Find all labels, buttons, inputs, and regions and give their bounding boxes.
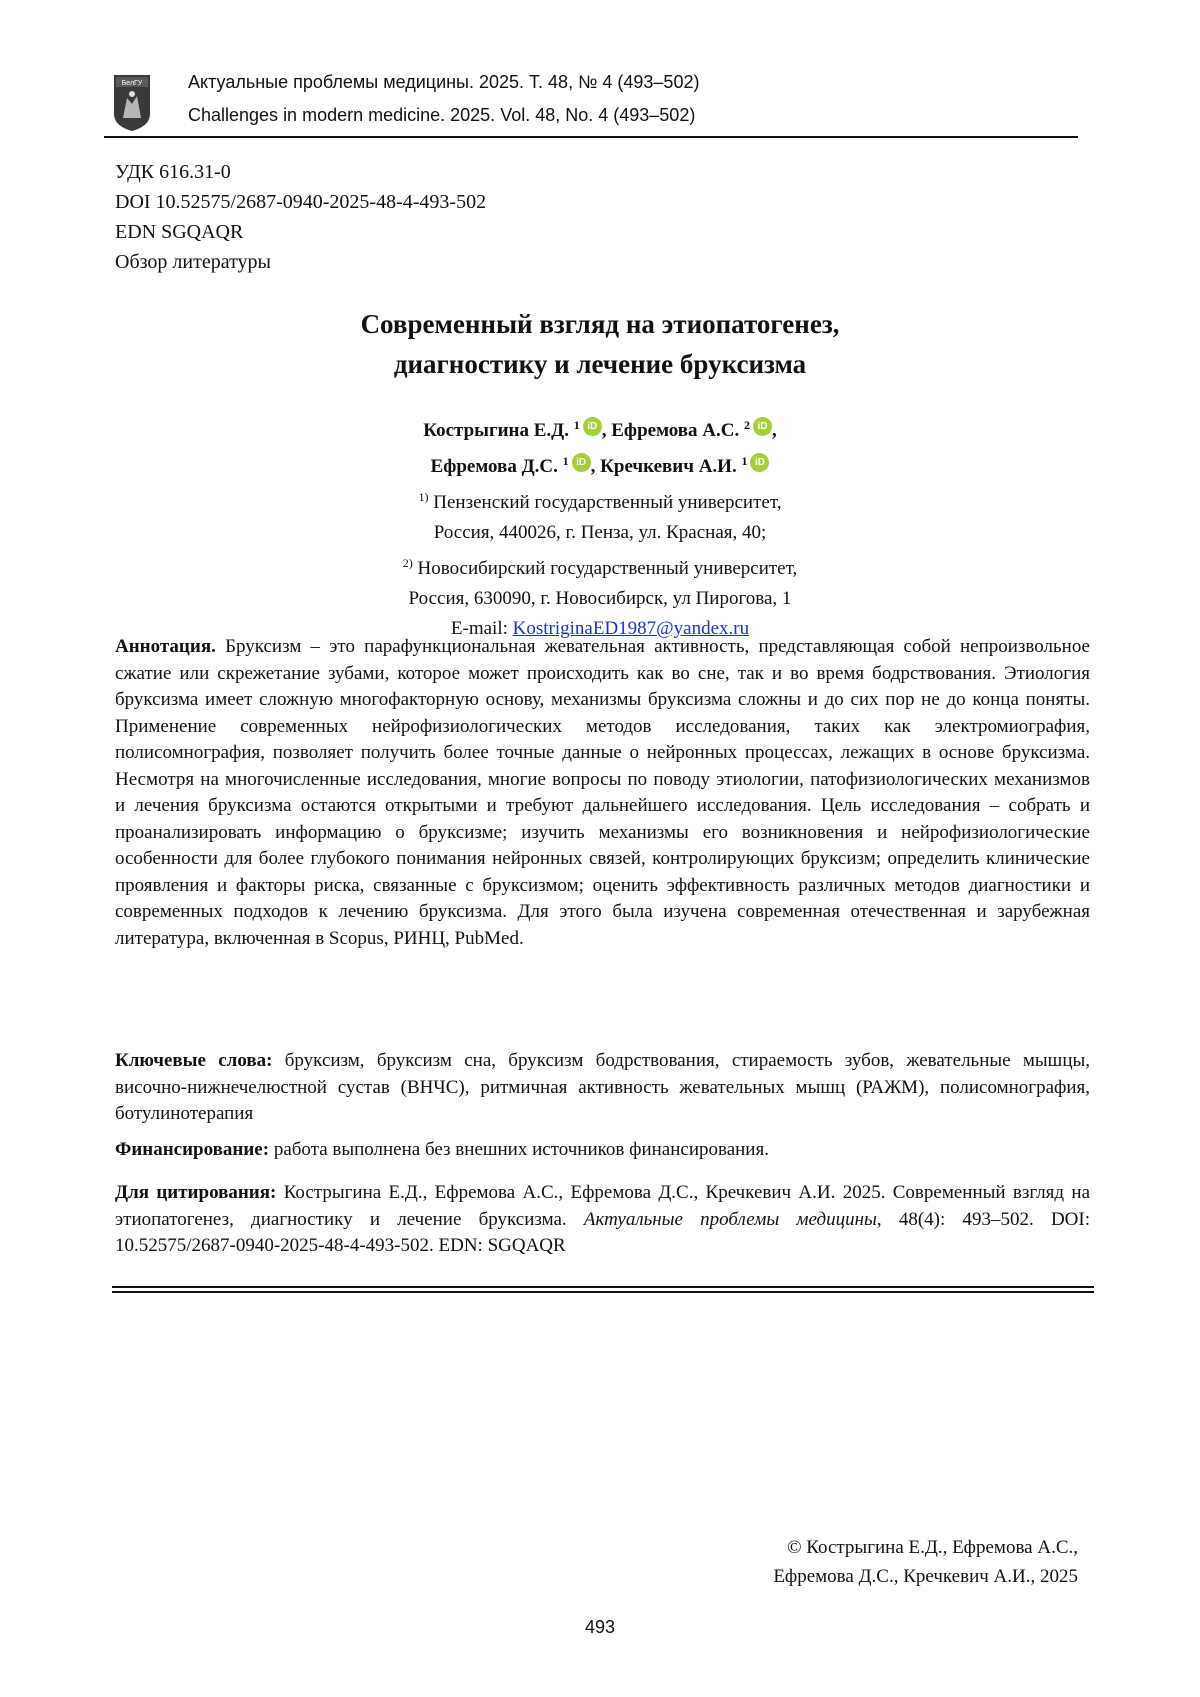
university-logo — [113, 74, 151, 132]
author-2-affiliation: 2 — [744, 418, 750, 432]
journal-title-ru: Актуальные проблемы медицины. 2025. Т. 48, № 4 (493–502) — [188, 72, 700, 92]
section-divider-bottom — [112, 1291, 1094, 1293]
header-divider — [104, 136, 1078, 138]
funding-label: Финансирование: — [115, 1139, 270, 1160]
citation-journal: Актуальные проблемы медицины — [583, 1208, 877, 1230]
orcid-icon[interactable]: iD — [750, 453, 769, 472]
author-3-affiliation: 1 — [562, 454, 569, 468]
affiliation-1-address: Россия, 440026, г. Пенза, ул. Красная, 40; — [433, 522, 767, 543]
email-label: E-mail: — [450, 618, 508, 639]
authors-line-2 — [100, 446, 1100, 482]
udk: УДК 616.31-0 — [115, 161, 231, 183]
affiliation-2-line-1 — [100, 548, 1100, 584]
affiliation-1-marker: 1) — [418, 490, 429, 504]
section-divider-top — [112, 1286, 1094, 1288]
author-3: Ефремова Д.С. — [430, 456, 558, 477]
author-4: Кречкевич А.И. — [600, 456, 737, 477]
keywords — [115, 1048, 1090, 1128]
copyright-line-1: © Кострыгина Е.Д., Ефремова А.С., — [787, 1537, 1078, 1558]
author-1-affiliation: 1 — [573, 418, 580, 432]
author-separator: , — [772, 420, 777, 441]
affiliation-2-marker: 2) — [402, 556, 413, 570]
abstract — [115, 634, 1090, 952]
article-type: Обзор литературы — [115, 251, 271, 273]
copyright-line-2: Ефремова Д.С., Кречкевич А.И., 2025 — [773, 1566, 1078, 1587]
citation — [115, 1180, 1090, 1260]
author-1: Кострыгина Е.Д. — [423, 420, 569, 441]
keywords-label: Ключевые слова: — [115, 1050, 273, 1071]
affiliation-1-name: Пензенский государственный университет, — [433, 492, 782, 513]
abstract-label: Аннотация. — [115, 636, 216, 657]
authors-line-1 — [100, 410, 1100, 446]
authors-block — [100, 410, 1100, 644]
orcid-icon[interactable]: iD — [572, 453, 591, 472]
title-line-2: диагностику и лечение бруксизма — [393, 349, 807, 379]
author-4-affiliation: 1 — [741, 454, 748, 468]
logo-text: БелГУ — [121, 80, 143, 87]
email-link[interactable]: KostriginaED1987@yandex.ru — [512, 618, 750, 639]
journal-title-en: Challenges in modern medicine. 2025. Vol. 48, No. 4 (493–502) — [188, 105, 696, 125]
author-2: Ефремова А.С. — [611, 420, 740, 441]
affiliation-2-address: Россия, 630090, г. Новосибирск, ул Пирогова, 1 — [408, 588, 792, 609]
page-number: 493 — [584, 1617, 616, 1637]
copyright — [773, 1533, 1078, 1591]
affiliation-1-line-1 — [100, 482, 1100, 518]
title-line-1: Современный взгляд на этиопатогенез, — [360, 309, 840, 339]
doi: DOI 10.52575/2687-0940-2025-48-4-493-502 — [115, 191, 487, 213]
funding-text: работа выполнена без внешних источников финансирования. — [273, 1139, 769, 1160]
journal-header — [104, 70, 1080, 138]
citation-label: Для цитирования: — [115, 1182, 277, 1203]
university-crest-icon — [113, 74, 151, 132]
edn: EDN SGQAQR — [115, 221, 244, 243]
author-separator: , — [590, 456, 596, 477]
funding — [115, 1137, 1090, 1164]
keywords-text: бруксизм, бруксизм сна, бруксизм бодрствования, стираемость зубов, жевательные мышцы, височно-нижнечелюстной сустав (ВНЧС), ритмичная активность жевательных мышц (РАЖМ), полисомнография, ботулинотерапия — [115, 1050, 1090, 1124]
author-separator: , — [601, 420, 607, 441]
citation-text: Кострыгина Е.Д., Ефремова А.С., Ефремова Д.С., Кречкевич А.И. 2025. Современный взгляд на этиопатогенез, диагностику и лечение бруксизма. — [115, 1182, 1091, 1230]
article-meta — [115, 157, 486, 277]
orcid-icon[interactable]: iD — [753, 417, 772, 436]
abstract-text: Бруксизм – это парафункциональная жевательная активность, представляющая собой непроизвольное сжатие или скрежетание зубами, которое может происходить как во сне, так и во время бодрствования. Этиология бруксизма имеет сложную многофакторную основу, механизмы бруксизма сложны и до сих пор не до конца поняты. Применение современных нейрофизиологических методов исследования, таких как электромиография, полисомнография, позволяет получить более точные данные о нейронных процессах, лежащих в основе бруксизма. Несмотря на многочисленные исследования, многие вопросы по поводу этиологии, патофизиологических механизмов и лечения бруксизма остаются открытыми и требуют дальнейшего исследования. Цель исследования – собрать и проанализировать информацию о бруксизме; изучить механизмы его возникновения и нейрофизиологические особенности для более глубокого понимания нейронных связей, контролирующих бруксизм; определить клинические проявления и факторы риска, связанные с бруксизмом; оценить эффективность различных методов диагностики и современных подходов к лечению бруксизма. Для этого была изучена современная отечественная и зарубежная литература, включенная в Scopus, РИНЦ, PubMed. — [115, 636, 1090, 949]
article-title — [100, 304, 1100, 384]
citation-details: , 48(4): 493–502. DOI: 10.52575/2687-0940-2025-48-4-493-502. EDN: SGQAQR — [115, 1208, 1090, 1256]
orcid-icon[interactable]: iD — [583, 417, 602, 436]
affiliation-2-name: Новосибирский государственный университет, — [417, 558, 798, 579]
